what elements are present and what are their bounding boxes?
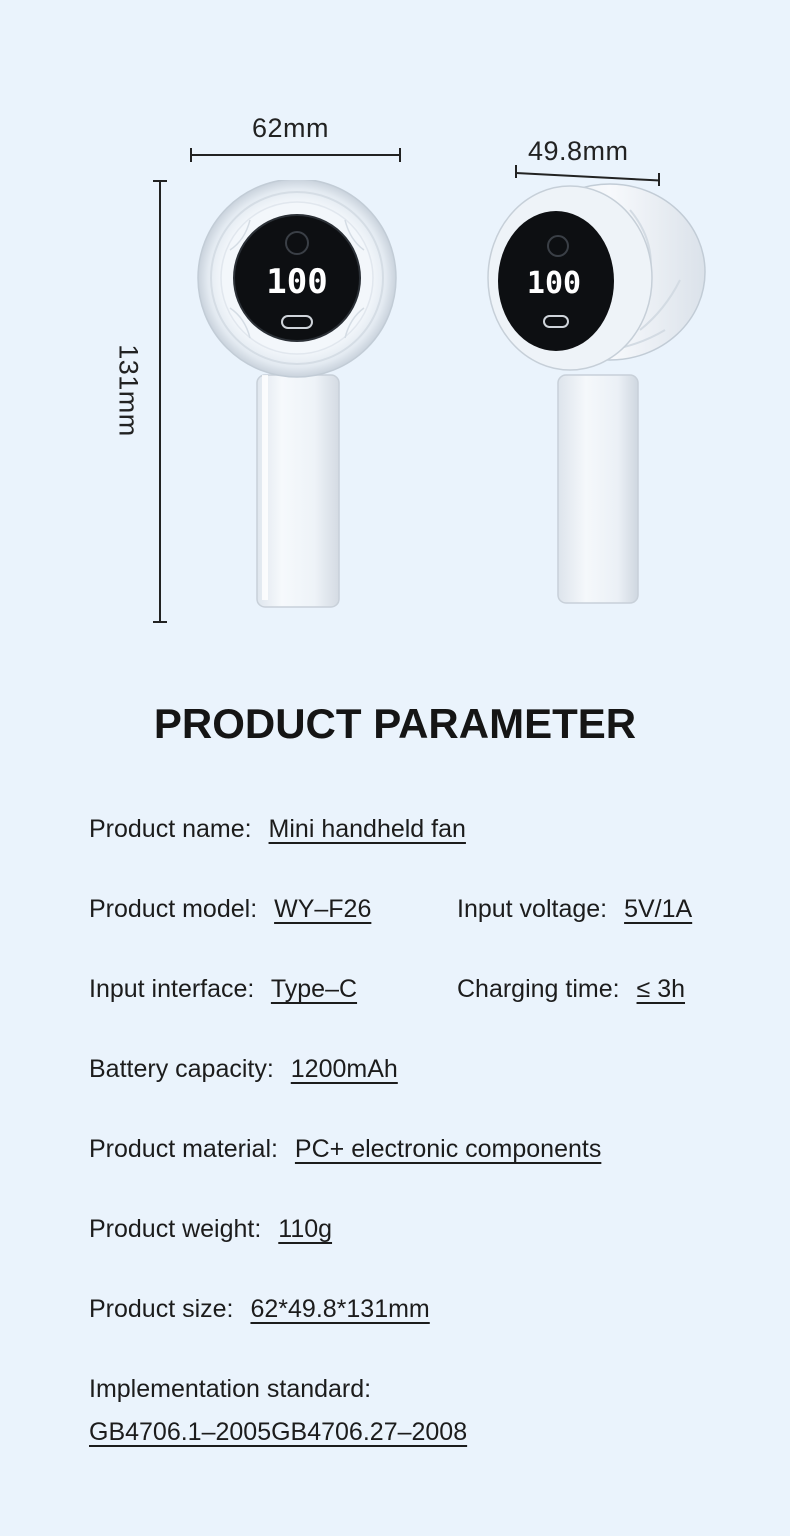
width-dimension-tick-left [190,148,192,162]
spec-product-name [89,815,466,844]
height-dimension-line [159,180,161,623]
spec-value: ≤ 3h [636,975,686,1003]
spec-label: Product size: [89,1295,234,1323]
spec-product-material [89,1135,601,1164]
spec-label: Product name: [89,815,252,843]
spec-value: Type–C [270,975,358,1003]
spec-product-weight [89,1215,332,1244]
spec-value: WY–F26 [274,895,372,923]
spec-label: Battery capacity: [89,1055,274,1083]
height-dimension-label: 131mm [113,344,144,437]
spec-value: 1200mAh [290,1055,398,1083]
spec-label: Product material: [89,1135,278,1163]
fan-front-view-image [190,180,410,620]
spec-implementation-standard-label [89,1375,371,1404]
spec-value: 5V/1A [624,895,693,923]
depth-dimension-label: 49.8mm [528,136,629,166]
spec-label: Charging time: [457,975,620,1003]
spec-label: Product model: [89,895,258,923]
spec-label: Product weight: [89,1215,262,1243]
spec-value: Mini handheld fan [268,815,466,843]
spec-product-size [89,1295,430,1324]
height-dimension-tick-top [153,180,167,182]
spec-value: 110g [278,1215,333,1243]
spec-input-interface [89,975,357,1004]
page-title: PRODUCT PARAMETER [153,700,637,747]
spec-input-voltage [457,895,692,924]
spec-value: 62*49.8*131mm [250,1295,430,1323]
side-display-reading: 100 [526,266,582,301]
spec-product-model [89,895,371,924]
spec-label: Implementation standard: [89,1375,372,1403]
width-dimension-tick-right [399,148,401,162]
fan-side-view-image [480,180,710,610]
width-dimension-label: 62mm [252,113,330,143]
spec-label: Input interface: [89,975,255,1003]
spec-implementation-standard-value [89,1418,467,1447]
spec-label: Input voltage: [457,895,608,923]
front-display-reading: 100 [266,262,328,302]
depth-dimension-tick-left [515,165,517,178]
height-dimension-tick-bottom [153,621,167,623]
spec-value: GB4706.1–2005GB4706.27–2008 [89,1418,468,1446]
width-dimension-line [190,154,401,156]
spec-value: PC+ electronic components [294,1135,602,1163]
spec-battery-capacity [89,1055,398,1084]
spec-charging-time [457,975,685,1004]
